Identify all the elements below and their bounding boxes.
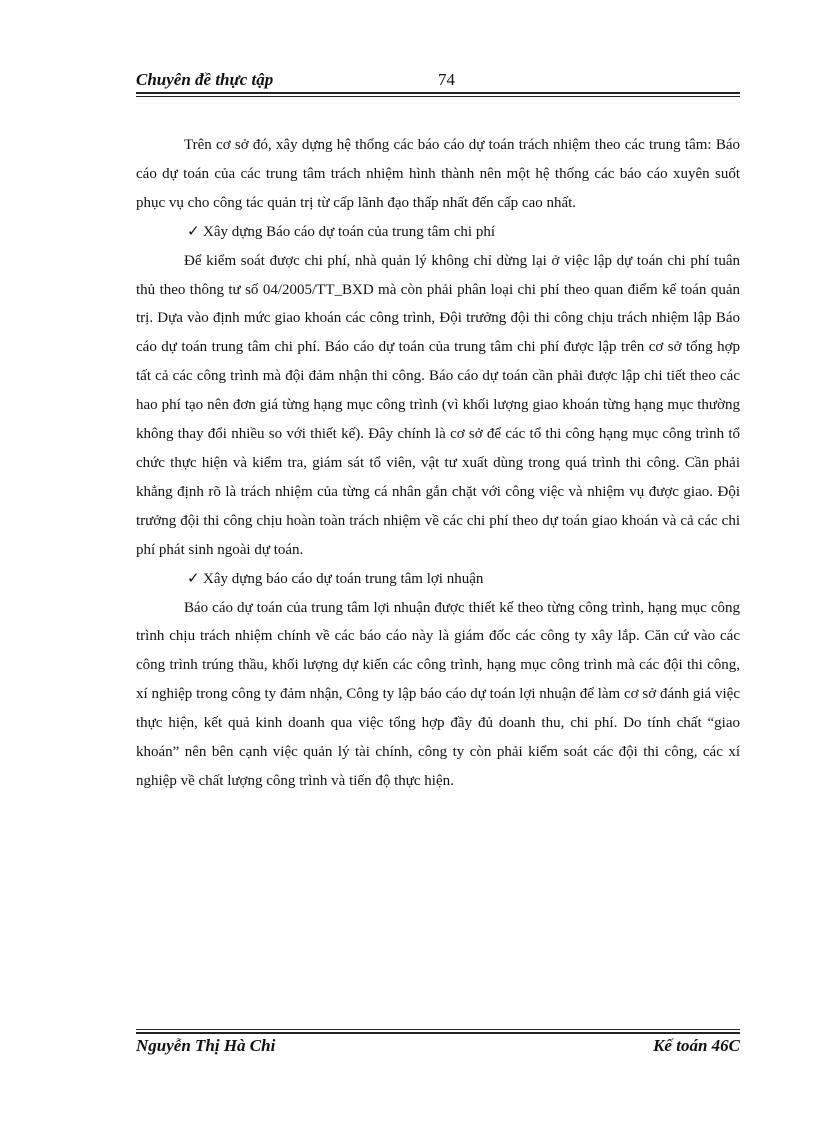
header-rule-thin bbox=[136, 96, 740, 97]
paragraph-intro: Trên cơ sở đó, xây dựng hệ thống các báo cáo dự toán trách nhiệm theo các trung tâm: Báo cáo dự toán của các trung tâm trách nhiệm hình thành nên một hệ thống các báo cáo xuyên suốt phục vụ cho công tác quản trị từ cấp lãnh đạo thấp nhất đến cấp cao nhất. bbox=[136, 137, 740, 211]
footer-rule-thick bbox=[136, 1032, 740, 1034]
footer-rule-thin bbox=[136, 1029, 740, 1030]
check-mark-icon: ✓ bbox=[187, 570, 200, 587]
header-title: Chuyên đề thực tập bbox=[136, 70, 274, 89]
paragraph-cost-center: Để kiểm soát được chi phí, nhà quản lý không chỉ dừng lại ở việc lập dự toán chi phí tuân thủ theo thông tư số 04/2005/TT_BXD mà còn phải phân loại chi phí theo quan điểm kế toán quản trị. Dựa vào định mức giao khoán các công trình, Đội trưởng đội thi công chịu trách nhiệm lập Báo cáo dự toán trung tâm chi phí. Báo cáo dự toán của trung tâm chi phí được lập trên cơ sở tổng hợp tất cả các công trình mà đội đảm nhận thi công. Báo cáo dự toán cần phải được lập chi tiết theo các hao phí tạo nên đơn giá từng hạng mục công trình (vì khối lượng giao khoán từng hạng mục thường không thay đổi nhiều so với thiết kế). Đây chính là cơ sở để các tổ thi công hạng mục công trình tổ chức thực hiện và kiểm tra, giám sát tổ viên, vật tư xuất dùng trong quá trình thi công. Cần phải khẳng định rõ là trách nhiệm của từng cá nhân gắn chặt với công việc và nhiệm vụ được giao. Đội trưởng đội thi công chịu hoàn toàn trách nhiệm về các chi phí theo dự toán giao khoán và cả các chi phí phát sinh ngoài dự toán. bbox=[136, 252, 740, 558]
footer-author: Nguyễn Thị Hà Chi bbox=[136, 1036, 276, 1055]
page-number: 74 bbox=[438, 70, 455, 89]
heading-profit-center-text: Xây dựng báo cáo dự toán trung tâm lợi nhuận bbox=[203, 570, 484, 587]
header-rule-thick bbox=[136, 92, 740, 94]
footer-class: Kế toán 46C bbox=[653, 1036, 740, 1055]
checklist-heading-cost-center bbox=[136, 218, 740, 247]
page-footer bbox=[136, 1036, 740, 1058]
heading-cost-center-text: Xây dựng Báo cáo dự toán của trung tâm chi phí bbox=[203, 223, 496, 240]
check-mark-icon: ✓ bbox=[187, 223, 200, 240]
checklist-heading-profit-center bbox=[136, 565, 740, 594]
document-body bbox=[136, 131, 740, 796]
paragraph-profit-center: Báo cáo dự toán của trung tâm lợi nhuận được thiết kế theo từng công trình, hạng mục công trình chịu trách nhiệm chính về các báo cáo này là giám đốc các công ty xây lắp. Căn cứ vào các công trình trúng thầu, khối lượng dự kiến các công trình, hạng mục công trình mà các đội thi công, xí nghiệp trong công ty đảm nhận, Công ty lập báo cáo dự toán lợi nhuận để làm cơ sở đánh giá việc thực hiện, kết quả kinh doanh qua việc tổng hợp đầy đủ doanh thu, chi phí. Do tính chất “giao khoán” nên bên cạnh việc quản lý tài chính, công ty còn phải kiểm soát các đội thi công, các xí nghiệp về chất lượng công trình và tiến độ thực hiện. bbox=[136, 599, 740, 789]
page-header bbox=[136, 70, 740, 92]
